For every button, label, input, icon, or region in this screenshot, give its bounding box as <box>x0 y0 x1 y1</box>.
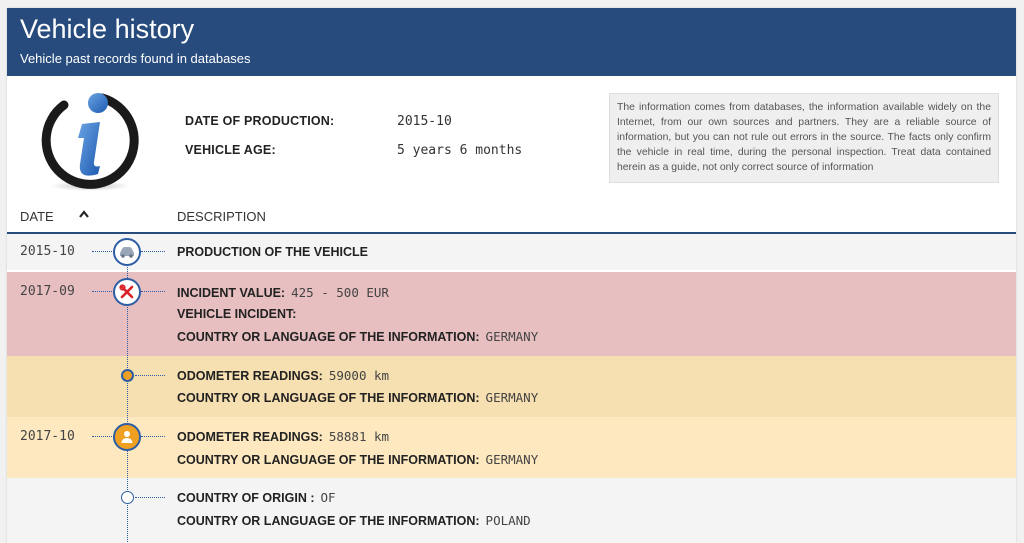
person-icon <box>113 423 141 451</box>
timeline-connector <box>92 291 114 292</box>
row-label: COUNTRY OR LANGUAGE OF THE INFORMATION: <box>177 453 480 467</box>
sort-ascending-icon[interactable] <box>78 208 90 222</box>
row-value: 425 - 500 EUR <box>291 285 389 300</box>
timeline-connector <box>141 251 165 252</box>
row-label: ODOMETER READINGS: <box>177 430 323 444</box>
page-title: Vehicle history <box>20 14 195 44</box>
row-label: ODOMETER READINGS: <box>177 369 323 383</box>
row-value: GERMANY <box>485 329 539 344</box>
row-label: COUNTRY OR LANGUAGE OF THE INFORMATION: <box>177 330 480 344</box>
tools-icon <box>113 278 141 306</box>
timeline-connector <box>141 436 165 437</box>
timeline-connector <box>141 291 165 292</box>
car-icon <box>113 238 141 266</box>
circle-icon <box>121 491 134 504</box>
row-line <box>177 285 389 300</box>
disclaimer-notice: The information comes from databases, the information available widely on the Internet, from our own sources and partners. They are a reliable source of information, but you can not rule out errors in the source. The facts only confirm the vehicle in real time, during the personal inspection. Treat data contained herein as a guide, not only correct source of information <box>609 93 999 183</box>
age-value: 5 years 6 months <box>397 143 523 158</box>
page-subtitle: Vehicle past records found in databases <box>20 51 251 66</box>
age-label: VEHICLE AGE: <box>185 143 276 157</box>
row-line <box>177 513 531 528</box>
history-row-person <box>7 417 1016 478</box>
dot-icon <box>121 369 134 382</box>
page-header <box>7 8 1016 76</box>
vehicle-history-card <box>7 8 1016 543</box>
column-date-header[interactable]: DATE <box>20 209 54 224</box>
timeline-connector <box>92 436 114 437</box>
row-line <box>177 452 538 467</box>
row-label: COUNTRY OF ORIGIN : <box>177 491 315 505</box>
row-value: 58881 km <box>328 429 390 444</box>
row-line <box>177 368 389 383</box>
info-logo-icon <box>40 88 140 192</box>
timeline-connector <box>135 497 165 498</box>
history-row-origin <box>7 478 1016 543</box>
row-value: GERMANY <box>485 390 539 405</box>
row-date: 2017-10 <box>20 429 75 444</box>
column-description-header: DESCRIPTION <box>177 209 266 224</box>
row-value: 59000 km <box>328 368 390 383</box>
row-date: 2017-09 <box>20 284 75 299</box>
row-line <box>177 245 368 259</box>
timeline-connector <box>92 251 114 252</box>
row-value: OF <box>320 490 336 505</box>
row-value: POLAND <box>485 513 531 528</box>
row-label: INCIDENT VALUE: <box>177 286 286 300</box>
production-label: DATE OF PRODUCTION: <box>185 114 335 128</box>
timeline-connector <box>135 375 165 376</box>
row-date: 2015-10 <box>20 244 75 259</box>
row-label: PRODUCTION OF THE VEHICLE <box>177 245 368 259</box>
row-line <box>177 429 389 444</box>
row-label: COUNTRY OR LANGUAGE OF THE INFORMATION: <box>177 514 480 528</box>
row-label: COUNTRY OR LANGUAGE OF THE INFORMATION: <box>177 391 480 405</box>
production-value: 2015-10 <box>397 114 452 129</box>
row-line <box>177 329 538 344</box>
history-row-production <box>7 234 1016 270</box>
row-line <box>177 390 538 405</box>
history-row-odometer <box>7 356 1016 417</box>
row-line <box>177 490 336 505</box>
history-row-incident <box>7 272 1016 356</box>
row-label: VEHICLE INCIDENT: <box>177 307 297 321</box>
row-line <box>177 307 296 321</box>
row-value: GERMANY <box>485 452 539 467</box>
